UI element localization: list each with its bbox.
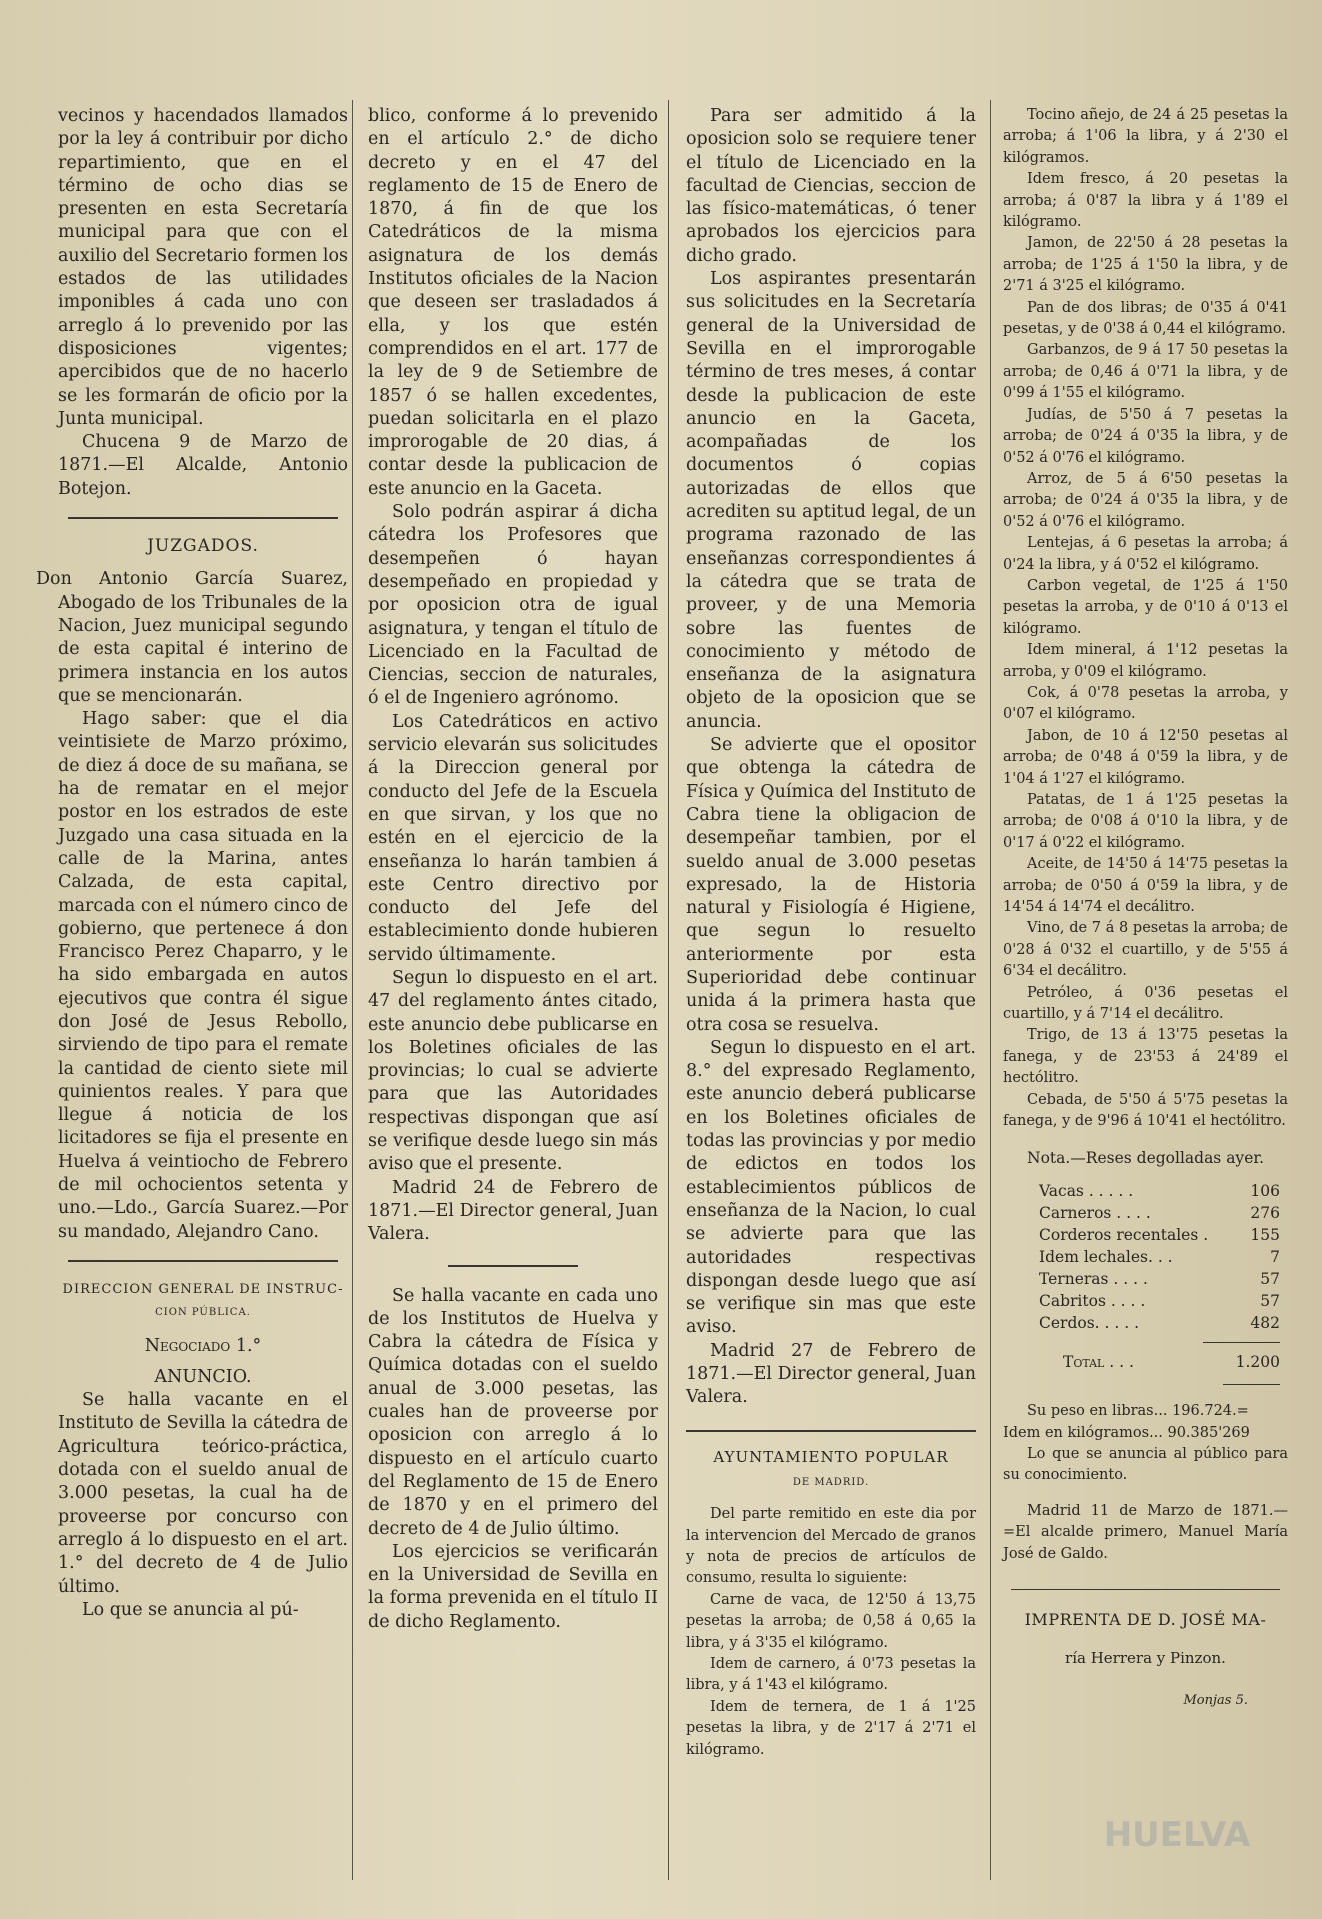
price-item: Petróleo, á 0'36 pesetas el cuartillo, y á 7'14 el decálitro. [1003, 984, 1288, 1023]
row-value: 482 [1250, 1313, 1280, 1332]
row-value: 7 [1270, 1247, 1280, 1266]
table-row [1003, 1312, 1288, 1334]
total-value: 1.200 [1235, 1352, 1280, 1371]
paragraph: Solo podrán aspirar á dicha cátedra los Profesores que desempeñen ó hayan desempeñado en propiedad y por oposicion otra de igual asignatura, y tengan el título de Licenciado en la Facultad de Ciencias, seccion de naturales, ó el de Ingeniero agrónomo. [368, 502, 658, 709]
row-label: Cerdos. . . . . [1039, 1313, 1139, 1332]
imprint-line: ría Herrera y Pinzon. [1065, 1649, 1226, 1668]
nota-heading: Nota.—Reses degolladas ayer. [1027, 1148, 1264, 1167]
row-label: Carneros . . . . [1039, 1203, 1151, 1222]
stamp-text: HUELVA [1103, 1815, 1251, 1855]
paragraph: Se halla vacante en cada uno de los Institutos de Huelva y Cabra la cátedra de Física y Química dotadas con el sueldo anual de 3.000 pesetas, las cuales han de proveerse por oposicion con arreglo á lo dispuesto en el artículo cuarto del Reglamento de 15 de Enero de 1870 y en el primero del decreto de 4 de Julio último. [368, 1285, 658, 1539]
section-subheading: DE MADRID. [792, 1476, 870, 1488]
price-item: Idem fresco, á 20 pesetas la arroba; á 0'87 la libra y á 1'89 el kilógramo. [1003, 171, 1288, 231]
price-item: Cebada, de 5'50 á 5'75 pesetas la fanega, y de 9'96 á 10'41 el hectólitro. [1003, 1091, 1288, 1130]
price-item: Carbon vegetal, de 1'25 á 1'50 pesetas la arroba, y de 0'10 á 0'13 el kilógramo. [1003, 577, 1288, 637]
price-item: Lentejas, á 6 pesetas la arroba; á 0'24 la libra, y á 0'52 el kilógramo. [1003, 535, 1288, 573]
row-label: Vacas . . . . . [1039, 1181, 1134, 1200]
price-item: Idem mineral, á 1'12 pesetas la arroba, y 0'09 el kilógramo. [1003, 642, 1288, 680]
price-item: Judías, de 5'50 á 7 pesetas la arroba; de 0'24 á 0'35 la libra, y de 0'52 á 0'76 el kilógramo. [1003, 406, 1288, 466]
price-item: Jabon, de 10 á 12'50 pesetas al arroba; de 0'48 á 0'59 la libra, y de 1'04 á 1'27 el kilógramo. [1003, 727, 1288, 787]
price-item: Garbanzos, de 9 á 17 50 pesetas la arroba; de 0,46 á 0'71 la libra, y de 0'99 á 1'55 el kilógramo. [1003, 342, 1288, 402]
row-label: Terneras . . . . [1039, 1269, 1148, 1288]
paragraph: Los aspirantes presentarán sus solicitudes en la Secretaría general de la Universidad de Sevilla en el improrogable término de tres meses, á contar desde la publicacion de este anuncio en la Gaceta, acompañadas de los documentos ó copias autorizadas de ellos que acrediten su aptitud legal, de un programa razonado de las enseñanzas correspondientes á la cátedra que se trata de proveer, y de una Memoria sobre las fuentes de conocimiento y método de enseñanza de la asignatura objeto de la oposicion que se anuncia. [686, 269, 976, 732]
paragraph: Carne de vaca, de 12'50 á 13,75 pesetas la arroba; de 0,58 á 0,65 la libra, y á 3'35 el kilógramo. [686, 1591, 976, 1651]
paragraph: Madrid 27 de Febrero de 1871.—El Director general, Juan Valera. [686, 1340, 976, 1408]
archive-stamp-watermark [1072, 1775, 1282, 1895]
price-item: Tocino añejo, de 24 á 25 pesetas la arroba; á 1'06 la libra, y á 2'30 el kilógramos. [1003, 107, 1288, 166]
price-item: Cok, á 0'78 pesetas la arroba, y 0'07 el kilógramo. [1003, 684, 1288, 723]
imprint-line: IMPRENTA DE D. JOSÉ MA- [1024, 1609, 1267, 1629]
paragraph: Del parte remitido en este dia por la intervencion del Mercado de granos y nota de precios de artículos de consumo, resulta lo siguiente: [686, 1506, 976, 1587]
total-label: Total . . . [1063, 1352, 1134, 1371]
column-rule [990, 100, 991, 1880]
total-row [1003, 1351, 1288, 1374]
price-item: Arroz, de 5 á 6'50 pesetas la arroba; de 0'24 á 0'35 la libra, y de 0'52 á 0'76 el kilógramo. [1003, 470, 1288, 530]
divider [686, 1430, 976, 1432]
negociado-label: Negociado 1.° [144, 1335, 262, 1356]
paragraph: Hago saber: que el dia veintisiete de Marzo próximo, de diez á doce de su mañana, se ha de rematar en el mejor postor en los estrados de este Juzgado una casa situada en la calle de la Marina, antes Calzada, de esta capital, marcada con el número cinco de gobierno, que pertenece á don Francisco Perez Chaparro, y le ha sido embargada en autos ejecutivos que contra él sigue don José de Jesus Rebollo, sirviendo de tipo para el remate la cantidad de ciento siete mil quinientos reales. Y para que llegue á noticia de los licitadores se fija el presente en Huelva á veintiocho de Febrero de mil ochocientos setenta y uno.—Ldo., García Suarez.—Por su mandado, Alejandro Cano. [58, 709, 348, 1242]
paragraph: vecinos y hacendados llamados por la ley á contribuir por dicho repartimiento, que en el término de ocho dias se presenten en esta Secretaría municipal para que con el auxilio del Secretario formen los estados de las utilidades imponibles á cada uno con arreglo á lo prevenido por las disposiciones vigentes; apercibidos que de no hacerlo se les formarán de oficio por la Junta municipal. [58, 106, 348, 429]
divider [1011, 1589, 1280, 1590]
paragraph: Chucena 9 de Marzo de 1871.—El Alcalde, Antonio Botejon. [58, 432, 348, 499]
peso-line: Su peso en libras... 196.724.= [1027, 1403, 1249, 1420]
anuncio-heading: ANUNCIO. [154, 1366, 252, 1387]
column-rule [352, 100, 353, 1880]
column-1 [36, 105, 348, 1622]
divider [68, 1260, 338, 1262]
paragraph: Lo que se anuncia al pú- [82, 1599, 299, 1620]
column-4 [1003, 105, 1288, 1712]
paragraph: Idem de carnero, á 0'73 pesetas la libra, y á 1'43 el kilógramo. [686, 1656, 976, 1694]
table-row [1003, 1246, 1288, 1268]
table-row [1003, 1290, 1288, 1312]
table-row [1003, 1224, 1288, 1246]
paragraph: Se advierte que el opositor que obtenga la cátedra de Física y Química del Instituto de Cabra tiene la obligacion de desempeñar tambien, por el sueldo anual de 3.000 pesetas expresado, la de Historia natural y Fisiología é Higiene, que segun lo resuelto anteriormente por esta Superioridad debe continuar unida á la primera hasta que otra cosa se resuelva. [686, 735, 976, 1035]
paragraph: Los ejercicios se verificarán en la Universidad de Sevilla en la forma prevenida en el título II de dicho Reglamento. [368, 1541, 658, 1632]
price-list [1003, 105, 1288, 1133]
paragraph: Segun lo dispuesto en el art. 47 del reglamento ántes citado, este anuncio debe publicarse en los Boletines oficiales de las provincias; lo cual se advierte para que las Autoridades respectivas dispongan que así se verifique desde luego sin más aviso que el presente. [368, 967, 658, 1175]
section-heading: DIRECCION GENERAL DE INSTRUC- [62, 1281, 344, 1297]
section-subheading: CION PÚBLICA. [155, 1307, 251, 1319]
divider [1203, 1342, 1280, 1343]
paragraph: Los Catedráticos en activo servicio elevarán sus solicitudes á la Direccion general por conducto del Jefe de la Escuela en que sirvan, y los que no estén en el ejercicio de la enseñanza lo harán tambien á este Centro directivo por conducto del Jefe del establecimiento donde hubieren servido últimamente. [368, 711, 658, 965]
paragraph: Don Antonio García Suarez, Abogado de los Tribunales de la Nacion, Juez municipal segundo de esta capital é interino de primera instancia en los autos que se mencionarán. [36, 569, 348, 706]
divider [1223, 1384, 1280, 1385]
price-item: Jamon, de 22'50 á 28 pesetas la arroba; de 1'25 á 1'50 la libra, y de 2'71 á 3'25 el kilógramo. [1003, 235, 1288, 295]
row-label: Cabritos . . . . [1039, 1291, 1146, 1310]
section-heading: AYUNTAMIENTO POPULAR [713, 1447, 949, 1466]
section-heading: JUZGADOS. [147, 536, 259, 557]
paragraph: Lo que se anuncia al público para su conocimiento. [1003, 1445, 1288, 1484]
price-item: Patatas, de 1 á 1'25 pesetas la arroba; de 0'08 á 0'10 la libra, y de 0'17 á 0'22 el kilógramo. [1003, 792, 1288, 851]
paragraph: Para ser admitido á la oposicion solo se requiere tener el título de Licenciado en la facultad de Ciencias, seccion de las físico-matemáticas, ó tener aprobados los ejercicios para dicho grado. [686, 106, 976, 266]
paragraph: Segun lo dispuesto en el art. 8.° del expresado Reglamento, este anuncio deberá publicarse en los Boletines oficiales de todas las provincias y por medio de edictos en todos los establecimientos públicos de enseñanza de la Nacion, lo cual se advierte para que las autoridades respectivas dispongan desde luego que así se verifique sin mas que este aviso. [686, 1037, 976, 1338]
divider [68, 517, 338, 519]
reses-table [1003, 1180, 1288, 1334]
row-value: 57 [1260, 1291, 1280, 1310]
table-row [1003, 1202, 1288, 1224]
column-3 [686, 105, 976, 1761]
paragraph: Se halla vacante en el Instituto de Sevilla la cátedra de Agricultura teórico-práctica, dotada con el sueldo anual de 3.000 pesetas, la cual ha de proveerse por concurso con arreglo á lo dispuesto en el art. 1.° del decreto de 4 de Julio último. [58, 1390, 348, 1597]
row-value: 276 [1250, 1203, 1280, 1222]
imprint-address: Monjas 5. [1183, 1692, 1248, 1708]
row-label: Idem lechales. . . [1039, 1247, 1173, 1266]
column-2 [368, 105, 658, 1634]
paragraph: blico, conforme á lo prevenido en el artículo 2.° de dicho decreto y en el 47 del reglamento de 15 de Enero de 1870, á fin de que los Catedráticos de la misma asignatura de los demás Institutos oficiales de la Nacion que deseen ser trasladados á ella, y los que estén comprendidos en el art. 177 de la ley de 9 de Setiembre de 1857 ó se hallen excedentes, puedan solicitarla en el plazo improrogable de 20 dias, á contar desde la publicacion de este anuncio en la Gaceta. [368, 106, 658, 499]
column-rule [668, 100, 669, 1880]
price-item: Aceite, de 14'50 á 14'75 pesetas la arroba; de 0'50 á 0'59 la libra, y de 14'54 á 14'74 el decálitro. [1003, 856, 1288, 916]
row-label: Corderos recentales . [1039, 1225, 1209, 1244]
row-value: 57 [1260, 1269, 1280, 1288]
paragraph: Idem de ternera, de 1 á 1'25 pesetas la libra, y de 2'17 á 2'71 el kilógramo. [686, 1698, 976, 1758]
signature-paragraph: Madrid 11 de Marzo de 1871.—=El alcalde primero, Manuel María José de Galdo. [1003, 1502, 1288, 1562]
row-value: 155 [1250, 1225, 1280, 1244]
peso-line: Idem en kilógramos... 90.385'269 [1003, 1424, 1250, 1441]
table-row [1003, 1180, 1288, 1202]
table-row [1003, 1268, 1288, 1290]
paragraph: Madrid 24 de Febrero de 1871.—El Director general, Juan Valera. [368, 1177, 658, 1245]
price-item: Vino, de 7 á 8 pesetas la arroba; de 0'28 á 0'32 el cuartillo, y de 5'55 á 6'34 el decálitro. [1003, 920, 1288, 980]
price-item: Trigo, de 13 á 13'75 pesetas la fanega, y de 23'53 á 24'89 el hectólitro. [1003, 1027, 1288, 1087]
row-value: 106 [1250, 1181, 1280, 1200]
price-item: Pan de dos libras; de 0'35 á 0'41 pesetas, y de 0'38 á 0,44 el kilógramo. [1003, 299, 1288, 338]
divider [448, 1265, 578, 1267]
